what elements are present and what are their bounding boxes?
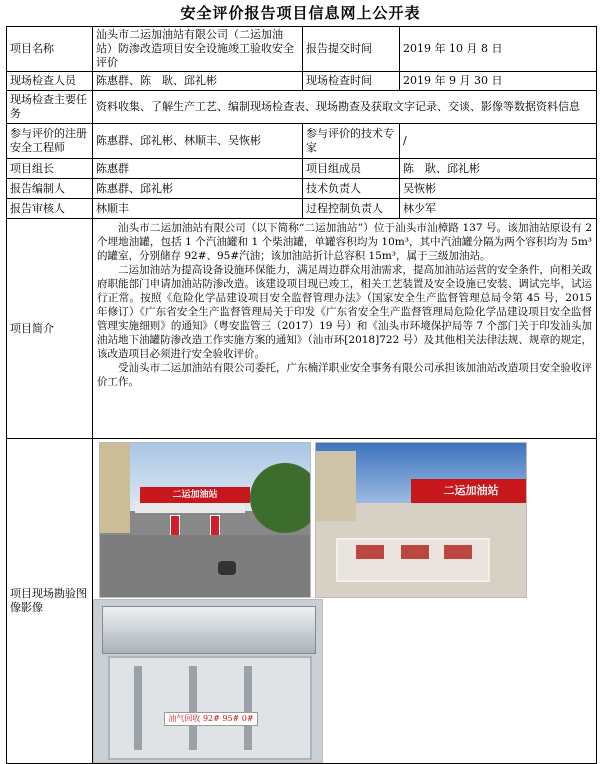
intro-paragraph-3: 受汕头市二运加油站有限公司委托，广东楠洋职业安全事务有限公司承担该加油站改造项目安全验收评价工作。 [97,362,592,388]
members-label: 项目组成员 [303,159,400,179]
canopy-sign: 二运加油站 [443,484,499,497]
leader-label: 项目组长 [7,159,93,179]
process-lead-label: 过程控制负责人 [303,199,400,219]
valve-label: 油气回收 92# 95# 0# [168,714,254,723]
fuel-pump [210,515,220,537]
inspectors-label: 现场检查人员 [7,72,93,91]
background-building [316,451,356,521]
photos-cell [93,439,597,764]
inspect-time-value: 2019 年 9 月 30 日 [400,72,597,91]
valve-pipe [189,666,197,750]
motorcycle [218,561,236,575]
submit-time-value: 2019 年 10 月 8 日 [400,27,597,72]
project-name-label: 项目名称 [7,27,93,72]
tech-lead-value: 吴恢彬 [400,179,597,199]
tank-cover [401,545,429,559]
page-title: 安全评价报告项目信息网上公开表 [180,4,421,22]
tank-area-photo [315,442,527,598]
tech-lead-label: 技术负责人 [303,179,400,199]
valve-label-plate [164,712,258,726]
project-name-value: 汕头市二运加油站有限公司（二运加油站）防渗改造项目安全设施竣工验收安全评价 [93,27,303,72]
submit-time-label: 报告提交时间 [303,27,400,72]
editors-value: 陈惠群、邱礼彬 [93,179,303,199]
station-canopy [140,487,250,503]
valve-pipe [244,666,252,750]
reviewer-label: 报告审核人 [7,199,93,219]
station-canopy [411,479,527,503]
valve-pipe [134,666,142,750]
valve-box-lid [102,606,316,654]
reviewer-value: 林顺丰 [93,199,303,219]
experts-value: / [400,124,597,159]
fuel-pump [170,515,180,537]
tasks-label: 现场检查主要任务 [7,91,93,124]
engineers-label: 参与评价的注册安全工程师 [7,124,93,159]
intro-paragraph-1: 汕头市二运加油站有限公司（以下简称“二运加油站”）位于汕头市汕樟路 137 号。该加油站原设有 2 个埋地油罐，包括 1 个汽油罐和 1 个柴油罐，单罐容积均为 10m³，其中汽油罐分隔为两个容积均为 5m³的罐室，分别储存 92#、95#汽油；该加油站折计总容积 15m³，属于三级加油站。 [97,222,592,262]
inspectors-value: 陈惠群、陈 耿、邱礼彬 [93,72,303,91]
intro-text [93,219,597,439]
tree [250,463,311,533]
background-building [100,443,130,533]
inspect-time-label: 现场检查时间 [303,72,400,91]
canopy-sign: 二运加油站 [172,490,218,500]
tank-cover [444,545,472,559]
process-lead-value: 林少军 [400,199,597,219]
tank-cover [356,545,384,559]
engineers-value: 陈惠群、邱礼彬、林顺丰、吴恢彬 [93,124,303,159]
editors-label: 报告编制人 [7,179,93,199]
members-value: 陈 耿、邱礼彬 [400,159,597,179]
experts-label: 参与评价的技术专家 [303,124,400,159]
valve-box-photo [93,599,323,763]
info-table [6,26,597,764]
photos-label: 项目现场勘验图像影像 [7,439,93,764]
tasks-value: 资料收集、了解生产工艺、编制现场检查表、现场勘查及获取文字记录、交谈、影像等数据资料信息 [93,91,597,124]
intro-label: 项目简介 [7,219,93,439]
intro-paragraph-2: 二运加油站为提高设备设施环保能力，满足周边群众用油需求，提高加油站运营的安全条件，向相关政府职能部门申请加油站防渗改造。该建设项目现已竣工，相关工艺装置及安全设施已安装、调试完毕，试运行正常。按照《危险化学品建设项目安全监督管理办法》（国家安全生产监督管理总局令第 45 号，2015 年修订）《广东省安全生产监督管理局关于印发《广东省安全生产监督管理局危险化学品建设项目安全监督管理实施细则》的通知》（粤安监管三（2017）19 号）和《汕头市环境保护局等 7 个部门关于印发汕头加油站地下油罐防渗改造工作实施方案的通知》（汕市环[2018]722 号）及其他相关法律法规、规章的规定，该改造项目必须进行安全验收评价。 [97,264,592,360]
leader-value: 陈惠群 [93,159,303,179]
station-front-photo [99,442,311,598]
forecourt-ground [100,535,310,597]
